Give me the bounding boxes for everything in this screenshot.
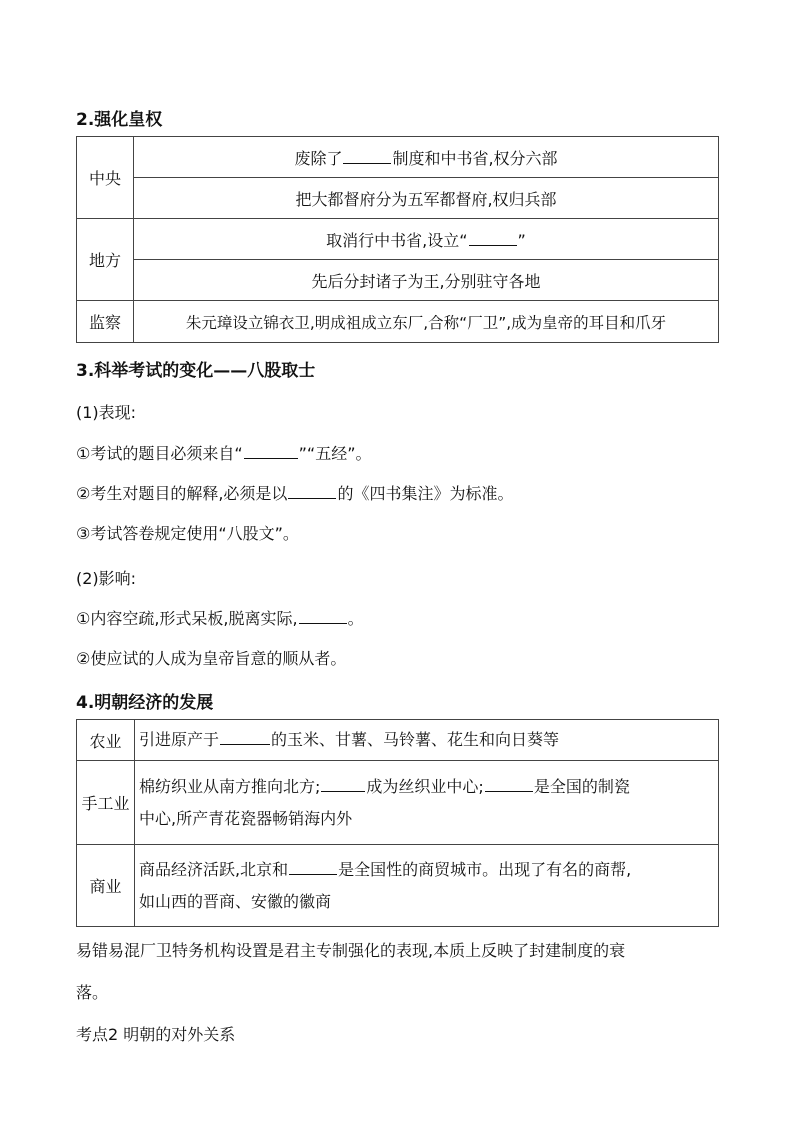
agriculture-text: 引进原产于 的玉米、甘薯、马铃薯、花生和向日葵等 — [135, 720, 719, 761]
answer-blank — [485, 777, 533, 792]
section4-table — [76, 719, 719, 927]
answer-blank — [343, 149, 391, 164]
section3-line1: ①考试的题目必须来自“ ”“五经”。 — [76, 444, 372, 463]
section3-line2: ②考生对题目的解释,必须是以 的《四书集注》为标准。 — [76, 484, 514, 503]
agriculture-label: 农业 — [77, 720, 135, 761]
section2-heading: 2.强化皇权 — [76, 110, 163, 130]
answer-blank — [321, 777, 365, 792]
commerce-text: 商品经济活跃,北京和 是全国性的商贸城市。出现了有名的商帮, 如山西的晋商、安徽的徽商 — [135, 845, 719, 927]
section3-sub1: (1)表现: — [76, 403, 137, 422]
local-item-1: 取消行中书省,设立“ ” — [134, 219, 719, 260]
section4-heading: 4.明朝经济的发展 — [76, 693, 214, 713]
section3-sub2: (2)影响: — [76, 569, 137, 588]
handicraft-text: 棉纺织业从南方推向北方; 成为丝织业中心; 是全国的制瓷 中心,所产青花瓷器畅销海内外 — [135, 761, 719, 845]
local-label: 地方 — [77, 219, 134, 301]
section2-table — [76, 136, 719, 343]
note-line2: 落。 — [76, 983, 109, 1002]
section3-line5: ②使应试的人成为皇帝旨意的顺从者。 — [76, 649, 347, 668]
note-line1: 易错易混厂卫特务机构设置是君主专制强化的表现,本质上反映了封建制度的衰 — [76, 941, 626, 960]
commerce-label: 商业 — [77, 845, 135, 927]
central-item-2: 把大都督府分为五军都督府,权归兵部 — [134, 178, 719, 219]
central-item-1: 废除了 制度和中书省,权分六部 — [134, 137, 719, 178]
section3-line3: ③考试答卷规定使用“八股文”。 — [76, 524, 299, 543]
central-label: 中央 — [77, 137, 134, 219]
answer-blank — [469, 231, 517, 246]
answer-blank — [289, 860, 337, 875]
local-item-2: 先后分封诸子为王,分别驻守各地 — [134, 260, 719, 301]
answer-blank — [220, 730, 270, 745]
section3-heading: 3.科举考试的变化——八股取士 — [76, 361, 316, 381]
footer-topic: 考点2 明朝的对外关系 — [76, 1025, 236, 1044]
section3-line4: ①内容空疏,形式呆板,脱离实际, 。 — [76, 609, 364, 628]
answer-blank — [288, 484, 336, 499]
handicraft-label: 手工业 — [77, 761, 135, 845]
answer-blank — [299, 609, 347, 624]
supervision-text: 朱元璋设立锦衣卫,明成祖成立东厂,合称“厂卫”,成为皇帝的耳目和爪牙 — [134, 301, 719, 343]
supervision-label: 监察 — [77, 301, 134, 343]
answer-blank — [244, 444, 298, 459]
